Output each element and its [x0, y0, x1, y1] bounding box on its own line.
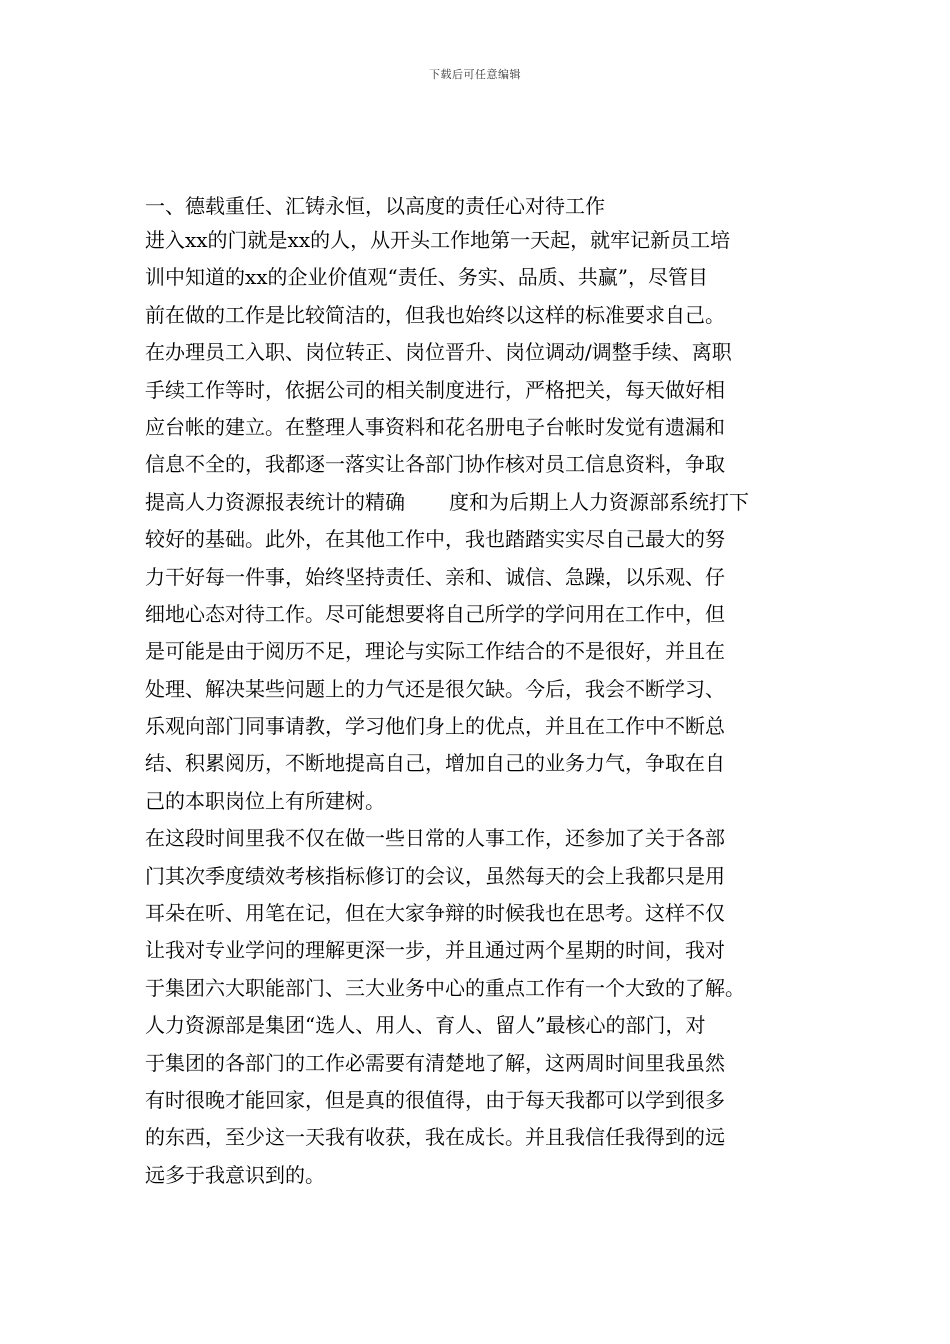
paragraph-line: 进入xx的门就是xx的人，从开头工作地第一天起，就牢记新员工培: [145, 228, 731, 252]
paragraph-line: 耳朵在听、用笔在记，但在大家争辩的时候我也在思考。这样不仅: [145, 901, 725, 926]
paragraph-line: 人力资源部是集团“选人、用人、育人、留人”最核心的部门，对: [145, 1013, 706, 1038]
paragraph-line: 是可能是由于阅历不足，理论与实际工作结合的不是很好，并且在: [145, 639, 725, 664]
paragraph-line: 门其次季度绩效考核指标修订的会议，虽然每天的会上我都只是用: [145, 863, 725, 888]
paragraph-line: 前在做的工作是比较简洁的，但我也始终以这样的标准要求自己。: [145, 302, 725, 327]
paragraph-line: 于集团的各部门的工作必需要有清楚地了解，这两周时间里我虽然: [145, 1050, 725, 1075]
paragraph-line: 应台帐的建立。在整理人事资料和花名册电子台帐时发觉有遗漏和: [145, 414, 725, 439]
section-heading: 一、德载重任、汇铸永恒，以高度的责任心对待工作: [145, 194, 605, 218]
paragraph-line: 训中知道的xx的企业价值观“责任、务实、品质、共赢”，尽管目: [145, 265, 709, 290]
paragraph-line: 在这段时间里我不仅在做一些日常的人事工作，还参加了关于各部: [145, 826, 725, 851]
document-body: [145, 191, 810, 1194]
paragraph-line: 在办理员工入职、岗位转正、岗位晋升、岗位调动/调整手续、离职: [145, 340, 732, 365]
page-header: 下载后可任意编辑: [429, 68, 521, 81]
paragraph-line: 较好的基础。此外，在其他工作中，我也踏踏实实尽自己最大的努: [145, 527, 725, 552]
paragraph-line: 乐观向部门同事请教，学习他们身上的优点，并且在工作中不断总: [145, 714, 725, 739]
paragraph-line-split: [145, 484, 810, 521]
paragraph-line: 有时很晚才能回家，但是真的很值得，由于每天我都可以学到很多: [145, 1087, 725, 1112]
paragraph-line: 于集团六大职能部门、三大业务中心的重点工作有一个大致的了解。: [145, 975, 745, 1000]
paragraph-line: 细地心态对待工作。尽可能想要将自己所学的学问用在工作中，但: [145, 601, 725, 626]
paragraph-line: 处理、解决某些问题上的力气还是很欠缺。今后，我会不断学习、: [145, 676, 725, 701]
paragraph-line: 力干好每一件事，始终坚持责任、亲和、诚信、急躁，以乐观、仔: [145, 564, 725, 589]
paragraph-line: 己的本职岗位上有所建树。: [145, 788, 385, 813]
paragraph-line: 让我对专业学问的理解更深一步，并且通过两个星期的时间，我对: [145, 938, 725, 963]
paragraph-line: 结、积累阅历，不断地提高自己，增加自己的业务力气，争取在自: [145, 751, 725, 776]
paragraph-line: 手续工作等时，依据公司的相关制度进行，严格把关，每天做好相: [145, 377, 725, 402]
paragraph-line: 信息不全的，我都逐一落实让各部门协作核对员工信息资料，争取: [145, 452, 725, 477]
line-part-b: 度和为后期上人力资源部系统打下: [449, 489, 749, 514]
paragraph-line: 的东西，至少这一天我有收获，我在成长。并且我信任我得到的远: [145, 1125, 725, 1150]
paragraph-line: 远多于我意识到的。: [145, 1162, 325, 1187]
line-part-a: 提高人力资源报表统计的精确: [145, 489, 405, 514]
